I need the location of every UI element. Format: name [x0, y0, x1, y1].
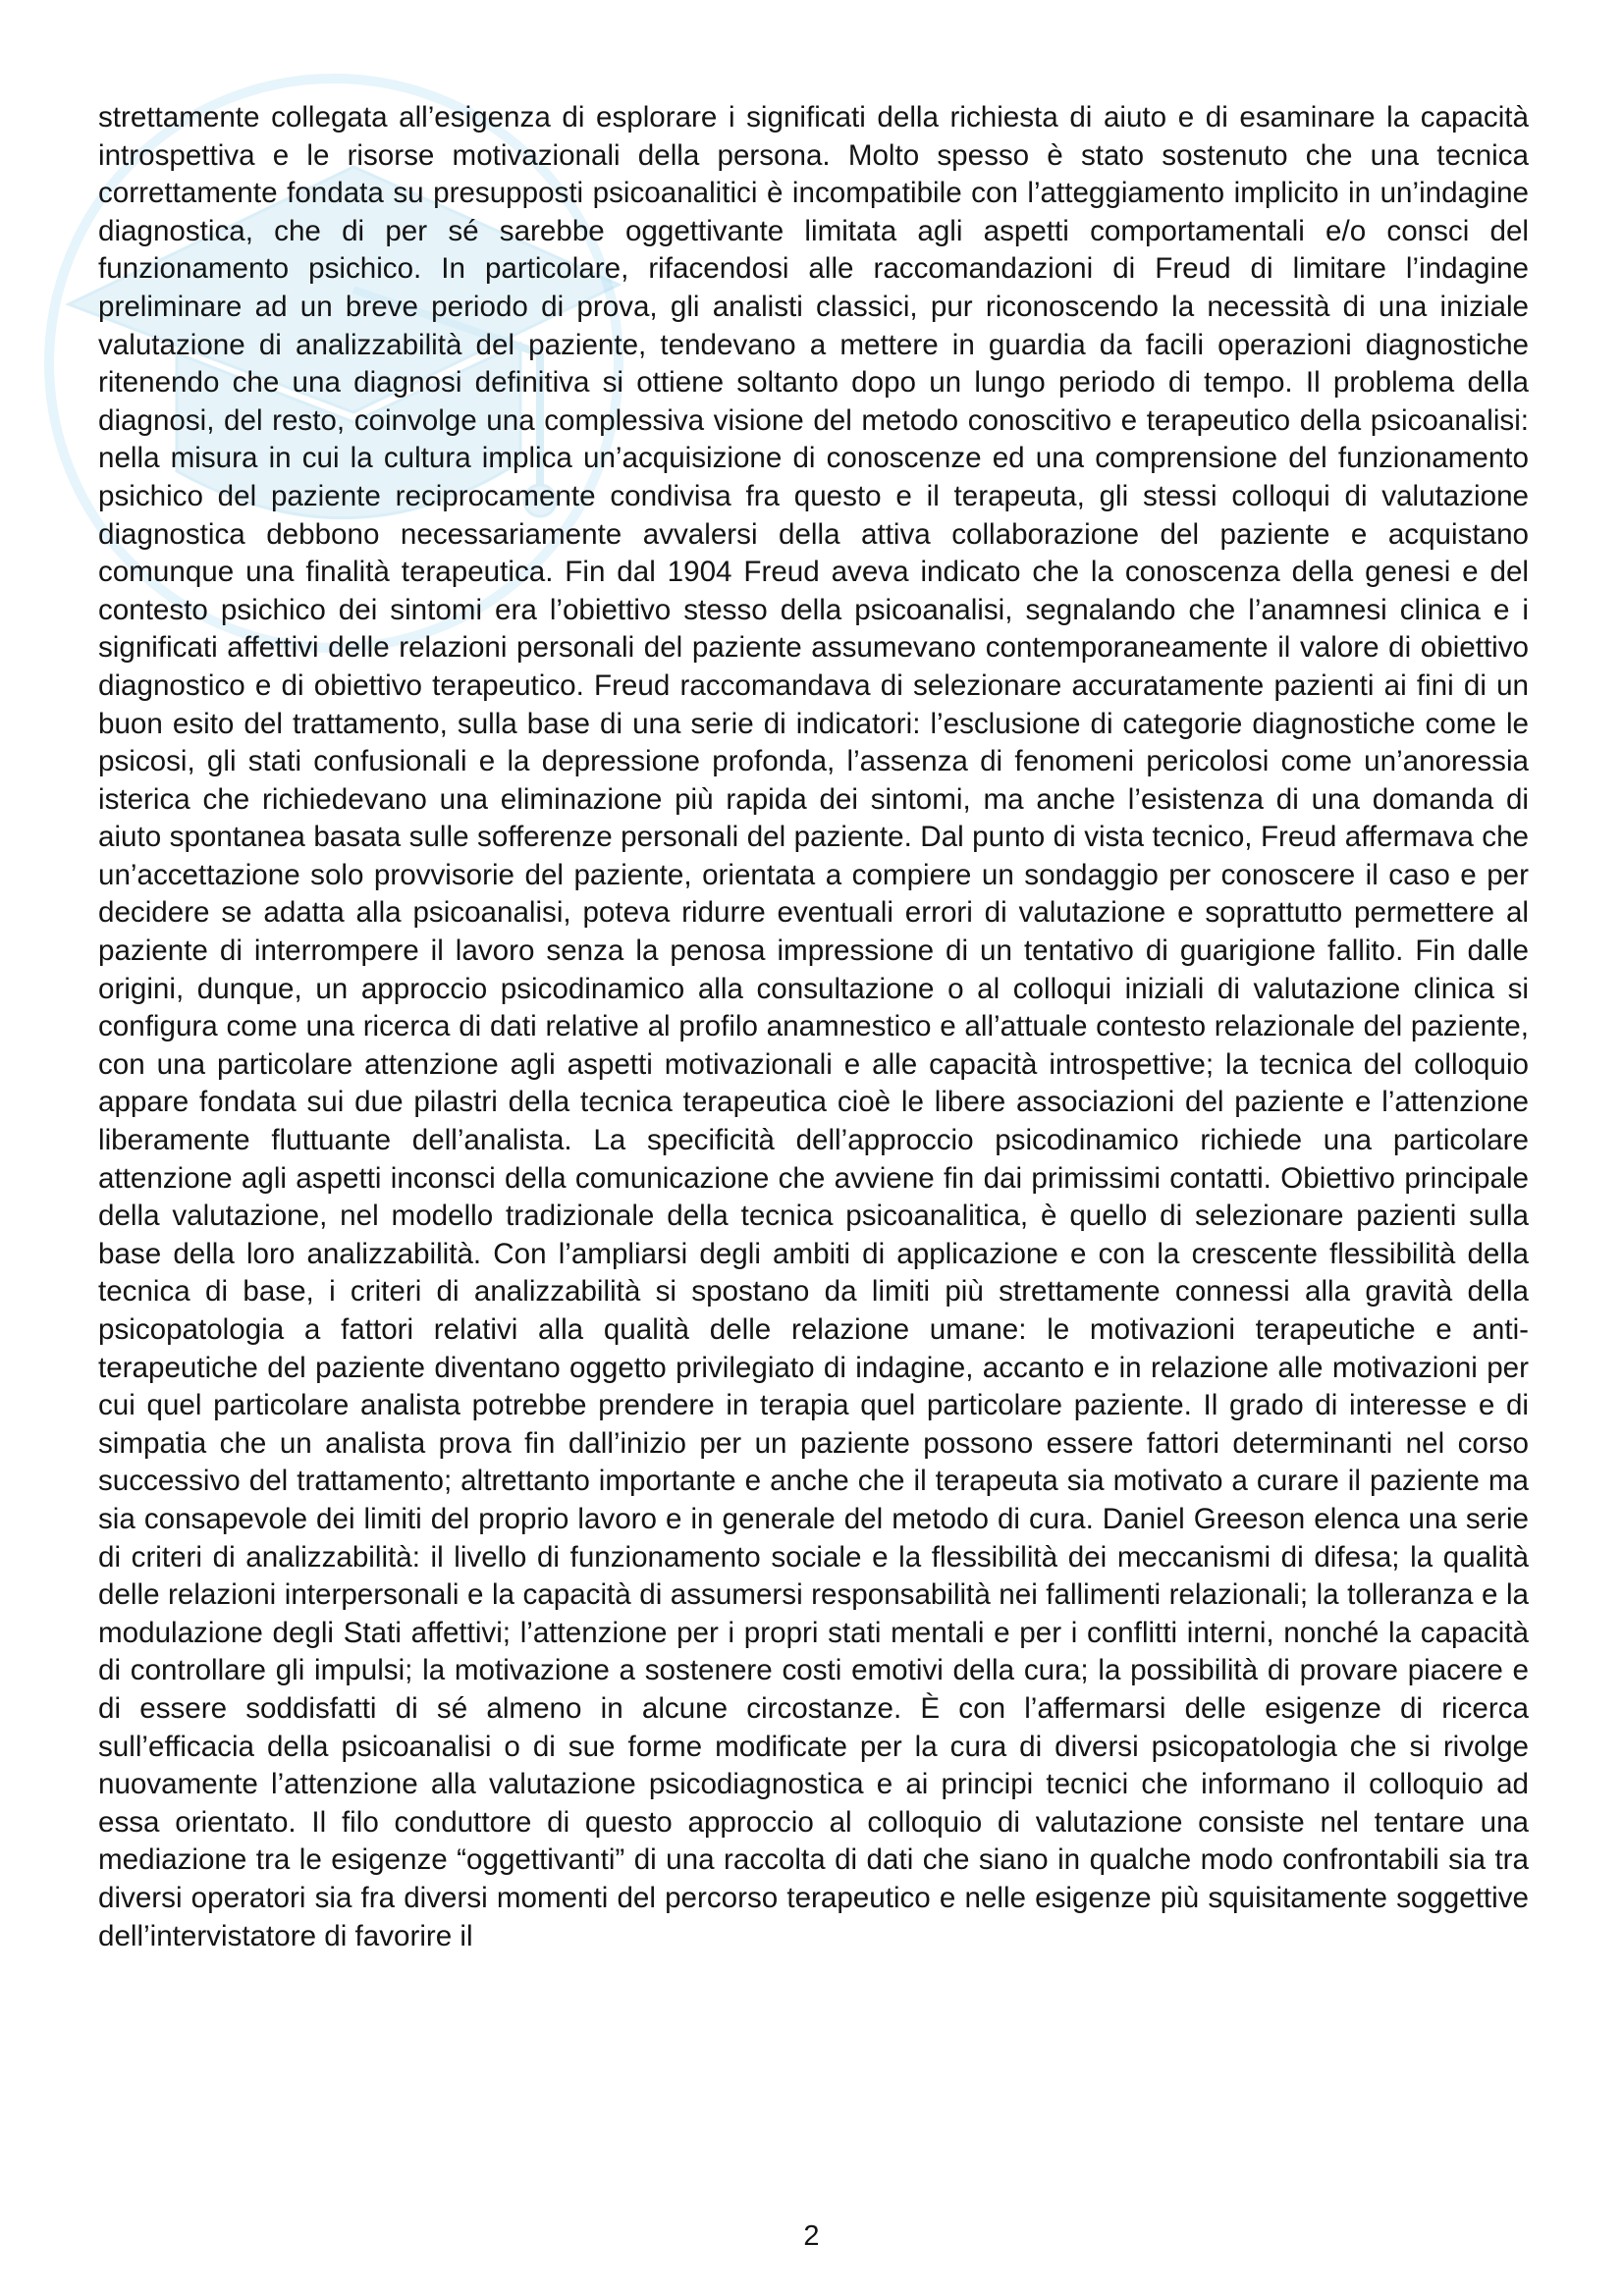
body-paragraph: strettamente collegata all’esigenza di esplorare i significati della richiesta di aiuto e di esaminare la capacità introspettiva e le risorse motivazionali della persona. Molto spesso è stato sostenuto che una tecnica correttamente fondata su presupposti psicoanalitici è incompatibile con l’atteggiamento implicito in un’indagine diagnostica, che di per sé sarebbe oggettivante limitata agli aspetti comportamentali e/o consci del funzionamento psichico. In particolare, rifacendosi alle raccomandazioni di Freud di limitare l’indagine preliminare ad un breve periodo di prova, gli analisti classici, pur riconoscendo la necessità di una iniziale valutazione di analizzabilità del paziente, tendevano a mettere in guardia da facili operazioni diagnostiche ritenendo che una diagnosi definitiva si ottiene soltanto dopo un lungo periodo di tempo. Il problema della diagnosi, del resto, coinvolge una complessiva visione del metodo conoscitivo e terapeutico della psicoanalisi: nella misura in cui la cultura implica un’acquisizione di conoscenze ed una comprensione del funzionamento psichico del paziente reciprocamente condivisa fra questo e il terapeuta, gli stessi colloqui di valutazione diagnostica debbono necessariamente avvalersi della attiva collaborazione del paziente e acquistano comunque una finalità terapeutica. Fin dal 1904 Freud aveva indicato che la conoscenza della genesi e del contesto psichico dei sintomi era l’obiettivo stesso della psicoanalisi, segnalando che l’anamnesi clinica e i significati affettivi delle relazioni personali del paziente assumevano contemporaneamente il valore di obiettivo diagnostico e di obiettivo terapeutico. Freud raccomandava di selezionare accuratamente pazienti ai fini di un buon esito del trattamento, sulla base di una serie di indicatori: l’esclusione di categorie diagnostiche come le psicosi, gli stati confusionali e la depressione profonda, l’assenza di fenomeni pericolosi come un’anoressia isterica che richiedevano una eliminazione più rapida dei sintomi, ma anche l’esistenza di una domanda di aiuto spontanea basata sulle sofferenze personali del paziente. Dal punto di vista tecnico, Freud affermava che un’accettazione solo provvisorie del paziente, orientata a compiere un sondaggio per conoscere il caso e per decidere se adatta alla psicoanalisi, poteva ridurre eventuali errori di valutazione e soprattutto permettere al paziente di interrompere il lavoro senza la penosa impressione di un tentativo di guarigione fallito. Fin dalle origini, dunque, un approccio psicodinamico alla consultazione o al colloqui iniziali di valutazione clinica si configura come una ricerca di dati relative al profilo anamnestico e all’attuale contesto relazionale del paziente, con una particolare attenzione agli aspetti motivazionali e alle capacità introspettive; la tecnica del colloquio appare fondata sui due pilastri della tecnica terapeutica cioè le libere associazioni del paziente e l’attenzione liberamente fluttuante dell’analista. La specificità dell’approccio psicodinamico richiede una particolare attenzione agli aspetti inconsci della comunicazione che avviene fin dai primissimi contatti. Obiettivo principale della valutazione, nel modello tradizionale della tecnica psicoanalitica, è quello di selezionare pazienti sulla base della loro analizzabilità. Con l’ampliarsi degli ambiti di applicazione e con la crescente flessibilità della tecnica di base, i criteri di analizzabilità si spostano da limiti più strettamente connessi alla gravità della psicopatologia a fattori relativi alla qualità delle relazione umane: le motivazioni terapeutiche e anti-terapeutiche del paziente diventano oggetto privilegiato di indagine, accanto e in relazione alle motivazioni per cui quel particolare analista potrebbe prendere in terapia quel particolare paziente. Il grado di interesse e di simpatia che un analista prova fin dall’inizio per un paziente possono essere fattori determinanti nel corso successivo del trattamento; altrettanto importante e anche che il terapeuta sia motivato a curare il paziente ma sia consapevole dei limiti del proprio lavoro e in generale del metodo di cura. Daniel Greeson elenca una serie di criteri di analizzabilità: il livello di funzionamento sociale e la flessibilità dei meccanismi di difesa; la qualità delle relazioni interpersonali e la capacità di assumersi responsabilità nei fallimenti relazionali; la tolleranza e la modulazione degli Stati affettivi; l’attenzione per i propri stati mentali e per i conflitti interni, nonché la capacità di controllare gli impulsi; la motivazione a sostenere costi emotivi della cura; la possibilità di provare piacere e di essere soddisfatti di sé almeno in alcune circostanze. È con l’affermarsi delle esigenze di ricerca sull’efficacia della psicoanalisi o di sue forme modificate per la cura di diversi psicopatologia che si rivolge nuovamente l’attenzione alla valutazione psicodiagnostica e ai principi tecnici che informano il colloquio ad essa orientato. Il filo conduttore di questo approccio al colloquio di valutazione consiste nel tentare una mediazione tra le esigenze “oggettivanti” di una raccolta di dati che siano in qualche modo confrontabili sia tra diversi operatori sia fra diversi momenti del percorso terapeutico e nelle esigenze più squisitamente soggettive dell’intervistatore di favorire il [98, 101, 1529, 1952]
page-number: 2 [803, 2220, 820, 2252]
